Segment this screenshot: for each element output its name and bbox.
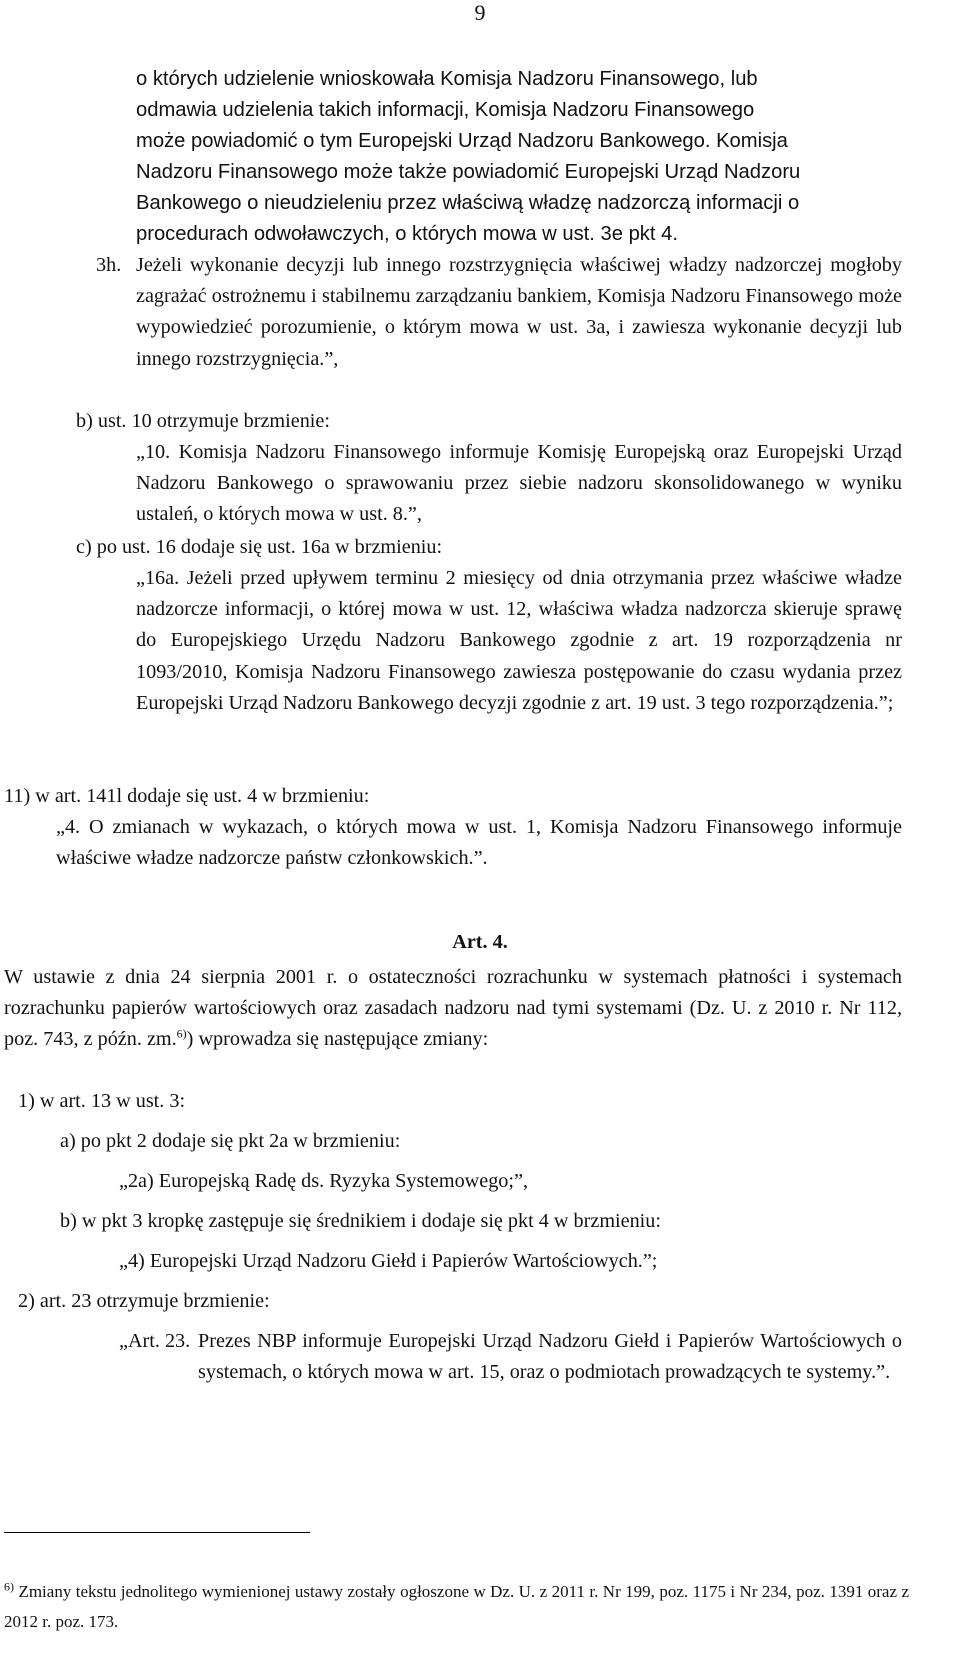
list-item-1: 1) w art. 13 w ust. 3: [18,1090,186,1112]
article-23 [119,1326,902,1388]
list-item-2: 2) art. 23 otrzymuje brzmienie: [18,1290,270,1312]
article-23-label: „Art. 23. [119,1330,191,1352]
paragraph-text: Jeżeli wykonanie decyzji lub innego rozstrzygnięcia właściwej władzy nadzorczej mogłoby zagrażać ostrożnemu i stabilnemu zarządzaniu bankiem, Komisja Nadzoru Finansowego może wypowiedzieć porozumienie, o którym mowa w ust. 3a, i zawiesza wykonanie decyzji lub innego rozstrzygnięcia.”, [136,254,902,370]
footnote-reference: 6) [176,1026,187,1041]
paragraph-16a: „16a. Jeżeli przed upływem terminu 2 miesięcy od dnia otrzymania przez właściwe władze nadzorcze informacji, o której mowa w ust. 12, właściwa władza nadzorcza skieruje sprawę do Europejskiego Urzędu Nadzoru Bankowego zgodnie z art. 19 rozporządzenia nr 1093/2010, Komisja Nadzoru Finansowego zawiesza postępowanie do czasu wydania przez Europejski Urząd Nadzoru Bankowego decyzji zgodnie z art. 19 ust. 3 tego rozporządzenia.”; [136,567,902,714]
point-2a: „2a) Europejską Radę ds. Ryzyka Systemowego;”, [119,1170,529,1192]
page-number: 9 [474,0,486,25]
article-23-text: Prezes NBP informuje Europejski Urząd Nadzoru Giełd i Papierów Wartościowych o systemach, o których mowa w art. 15, oraz o podmiotach prowadzących te systemy.”. [198,1330,902,1384]
list-item-1a: a) po pkt 2 dodaje się pkt 2a w brzmieniu: [60,1130,401,1152]
text-line: procedurach odwoławczych, o których mowa w ust. 3e pkt 4. [136,223,678,245]
point-4: „4) Europejski Urząd Nadzoru Giełd i Papierów Wartościowych.”; [119,1250,658,1272]
paragraph-label: 3h. [96,254,122,276]
list-item-1b: b) w pkt 3 kropkę zastępuje się średnikiem i dodaje się pkt 4 w brzmieniu: [60,1210,661,1232]
footnote-marker: 6) [4,1579,14,1594]
list-item-c: c) po ust. 16 dodaje się ust. 16a w brzmieniu: [76,536,443,558]
article-title: Art. 4. [452,931,508,953]
text-line: Nadzoru Finansowego może także powiadomić Europejski Urząd Nadzoru [136,161,801,183]
list-item-11: 11) w art. 141l dodaje się ust. 4 w brzmieniu: [4,785,370,807]
text-line: odmawia udzielenia takich informacji, Komisja Nadzoru Finansowego [136,99,755,121]
paragraph-4: „4. O zmianach w wykazach, o których mowa w ust. 1, Komisja Nadzoru Finansowego informuje właściwe władze nadzorcze państw członkowskich.”. [56,816,902,870]
article-intro-text: W ustawie z dnia 24 sierpnia 2001 r. o ostateczności rozrachunku w systemach płatności i systemach rozrachunku papierów wartościowych oraz zasadach nadzoru nad tymi systemami (Dz. U. z 2010 r. Nr 112, poz. 743, z późn. zm. [4,966,902,1051]
text-line: o których udzielenie wnioskowała Komisja Nadzoru Finansowego, lub [136,68,758,90]
paragraph-10: „10. Komisja Nadzoru Finansowego informuje Komisję Europejską oraz Europejski Urząd Nadzoru Bankowego o sprawowaniu przez siebie nadzoru skonsolidowanego w wyniku ustaleń, o których mowa w ust. 8.”, [136,441,902,526]
article-intro [4,962,902,1056]
footnote-separator [4,1532,310,1533]
text-line: Bankowego o nieudzieleniu przez właściwą władzę nadzorczą informacji o [136,192,800,214]
paragraph-3h [96,250,902,375]
list-item-b: b) ust. 10 otrzymuje brzmienie: [76,410,330,432]
footnote-text: Zmiany tekstu jednolitego wymienionej ustawy zostały ogłoszone w Dz. U. z 2011 r. Nr 199, poz. 1175 i Nr 234, poz. 1391 oraz z 2012 r. poz. 173. [4,1582,910,1631]
article-intro-text-end: ) wprowadza się następujące zmiany: [186,1028,489,1051]
text-line: może powiadomić o tym Europejski Urząd Nadzoru Bankowego. Komisja [136,130,788,152]
footnote [4,1577,909,1637]
